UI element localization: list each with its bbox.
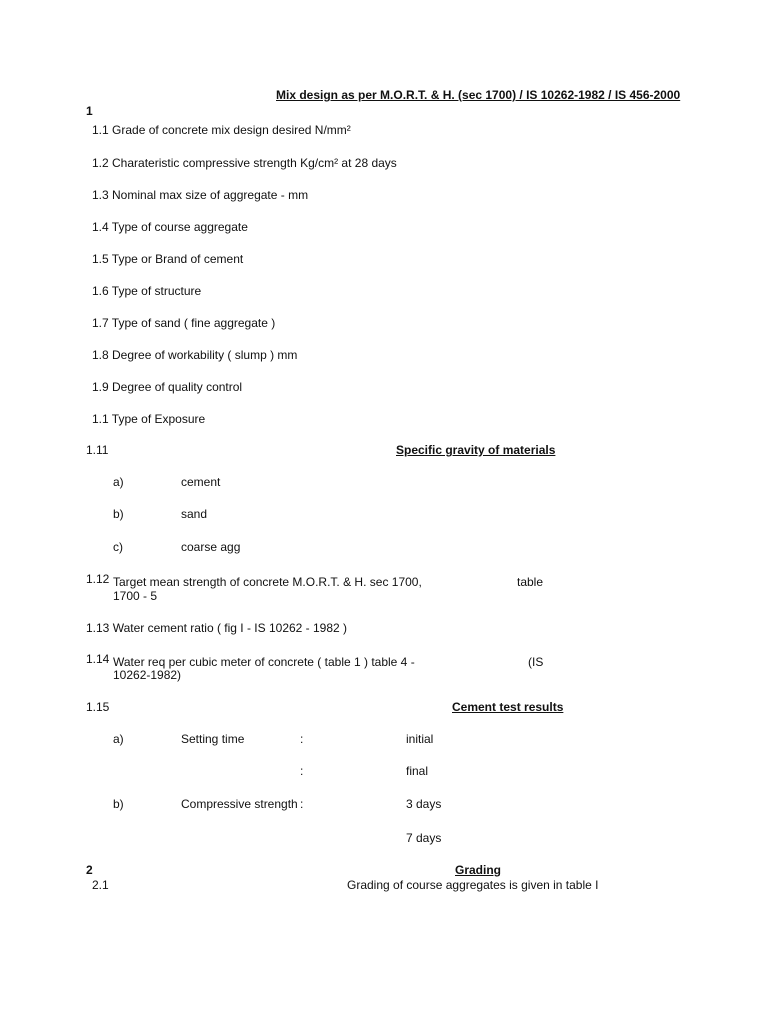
section-1-number: 1: [86, 104, 93, 118]
item-1-9: 1.9 Degree of quality control: [92, 380, 243, 394]
item-1-12-tail: table: [517, 575, 544, 589]
sg-label-coarse: coarse agg: [181, 540, 241, 554]
item-1-5: 1.5 Type or Brand of cement: [92, 252, 244, 266]
sg-letter-b: b): [113, 507, 124, 521]
compressive-letter: b): [113, 797, 124, 811]
specific-gravity-heading: Specific gravity of materials: [396, 443, 556, 457]
item-1-1: 1.1 Grade of concrete mix design desired N/mm²: [92, 123, 351, 137]
cement-tests-heading: Cement test results: [452, 700, 564, 714]
item-1-14-tail: (IS: [528, 655, 544, 669]
sg-letter-a: a): [113, 475, 124, 489]
item-1-7: 1.7 Type of sand ( fine aggregate ): [92, 316, 276, 330]
cement-tests-number: 1.15: [86, 700, 110, 714]
setting-initial: initial: [406, 732, 434, 746]
sg-letter-c: c): [113, 540, 123, 554]
item-2-1-number: 2.1: [92, 878, 109, 892]
item-1-2: 1.2 Charateristic compressive strength Kg/cm² at 28 days: [92, 156, 397, 170]
item-1-14-number: 1.14: [86, 652, 110, 666]
grading-heading: Grading: [455, 863, 502, 877]
setting-final: final: [406, 764, 429, 778]
item-1-12-line2: 1700 - 5: [113, 589, 158, 603]
item-1-12-number: 1.12: [86, 572, 110, 586]
compressive-7-days: 7 days: [406, 831, 442, 845]
sg-label-cement: cement: [181, 475, 221, 489]
sg-label-sand: sand: [181, 507, 208, 521]
item-1-13-text: Water cement ratio ( fig I - IS 10262 - 1982 ): [112, 621, 348, 635]
setting-time-colon: :: [300, 732, 304, 746]
item-1-12-text: Target mean strength of concrete M.O.R.T. & H. sec 1700,: [113, 575, 422, 589]
page-title: Mix design as per M.O.R.T. & H. (sec 1700) / IS 10262-1982 / IS 456-2000: [276, 88, 681, 102]
item-1-13-number: 1.13: [86, 621, 110, 635]
item-1-10: 1.1 Type of Exposure: [92, 412, 206, 426]
specific-gravity-number: 1.11: [86, 443, 109, 457]
setting-time-letter: a): [113, 732, 124, 746]
item-1-6: 1.6 Type of structure: [92, 284, 202, 298]
section-2-number: 2: [86, 863, 93, 877]
compressive-3-days: 3 days: [406, 797, 442, 811]
item-1-8: 1.8 Degree of workability ( slump ) mm: [92, 348, 298, 362]
item-2-1-text: Grading of course aggregates is given in table I: [347, 878, 599, 892]
setting-final-colon: :: [300, 764, 304, 778]
compressive-colon: :: [300, 797, 304, 811]
setting-time-label: Setting time: [181, 732, 245, 746]
item-1-14-text: Water req per cubic meter of concrete ( table 1 ) table 4 -: [113, 655, 415, 669]
item-1-3: 1.3 Nominal max size of aggregate - mm: [92, 188, 309, 202]
compressive-label: Compressive strength: [181, 797, 298, 811]
item-1-4: 1.4 Type of course aggregate: [92, 220, 248, 234]
item-1-13: [86, 621, 347, 635]
item-1-14-line2: 10262-1982): [113, 668, 182, 682]
